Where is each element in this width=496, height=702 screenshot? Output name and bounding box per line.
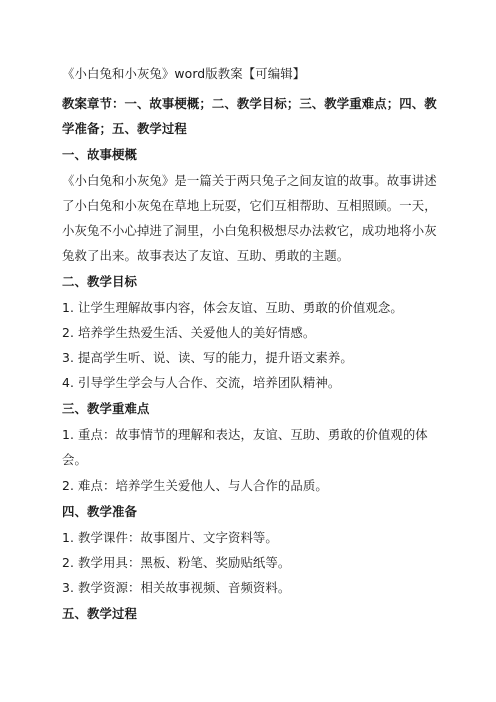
- objective-item: 4. 引导学生学会与人合作、交流，培养团队精神。: [62, 375, 341, 390]
- key-point-item: 2. 难点：培养学生关爱他人、与人合作的品质。: [62, 478, 328, 493]
- summary-paragraph-line: 了小白兔和小灰兔在草地上玩耍，它们互相帮助、互相照顾。一天，: [62, 198, 437, 213]
- section-heading-summary: 一、故事梗概: [62, 147, 137, 162]
- preparation-item: 2. 教学用具：黑板、粉笔、奖励贴纸等。: [62, 555, 291, 570]
- document-title: 《小白兔和小灰兔》word版教案【可编辑】: [62, 66, 306, 81]
- summary-paragraph-line: 小灰兔不小心掉进了洞里，小白兔积极想尽办法救它，成功地将小灰: [62, 223, 437, 238]
- objective-item: 2. 培养学生热爱生活、关爱他人的美好情感。: [62, 325, 316, 340]
- summary-paragraph-line: 《小白兔和小灰兔》是一篇关于两只兔子之间友谊的故事。故事讲述: [62, 173, 437, 188]
- preparation-item: 1. 教学课件：故事图片、文字资料等。: [62, 530, 278, 545]
- section-heading-objectives: 二、教学目标: [62, 274, 137, 289]
- key-point-item: 会。: [62, 452, 87, 467]
- summary-paragraph-line: 兔救了出来。故事表达了友谊、互助、勇敢的主题。: [62, 248, 350, 263]
- preparation-item: 3. 教学资源：相关故事视频、音频资料。: [62, 580, 291, 595]
- section-heading-key-points: 三、教学重难点: [62, 401, 150, 416]
- chapters-line-1: 教案章节：一、故事梗概；二、教学目标；三、教学重难点；四、教: [62, 96, 437, 111]
- objective-item: 3. 提高学生听、说、读、写的能力，提升语文素养。: [62, 350, 353, 365]
- objective-item: 1. 让学生理解故事内容，体会友谊、互助、勇敢的价值观念。: [62, 300, 403, 315]
- chapters-line-2: 学准备；五、教学过程: [62, 121, 187, 136]
- key-point-item: 1. 重点：故事情节的理解和表达，友谊、互助、勇敢的价值观的体: [62, 427, 428, 442]
- section-heading-preparation: 四、教学准备: [62, 504, 137, 519]
- section-heading-process: 五、教学过程: [62, 606, 137, 621]
